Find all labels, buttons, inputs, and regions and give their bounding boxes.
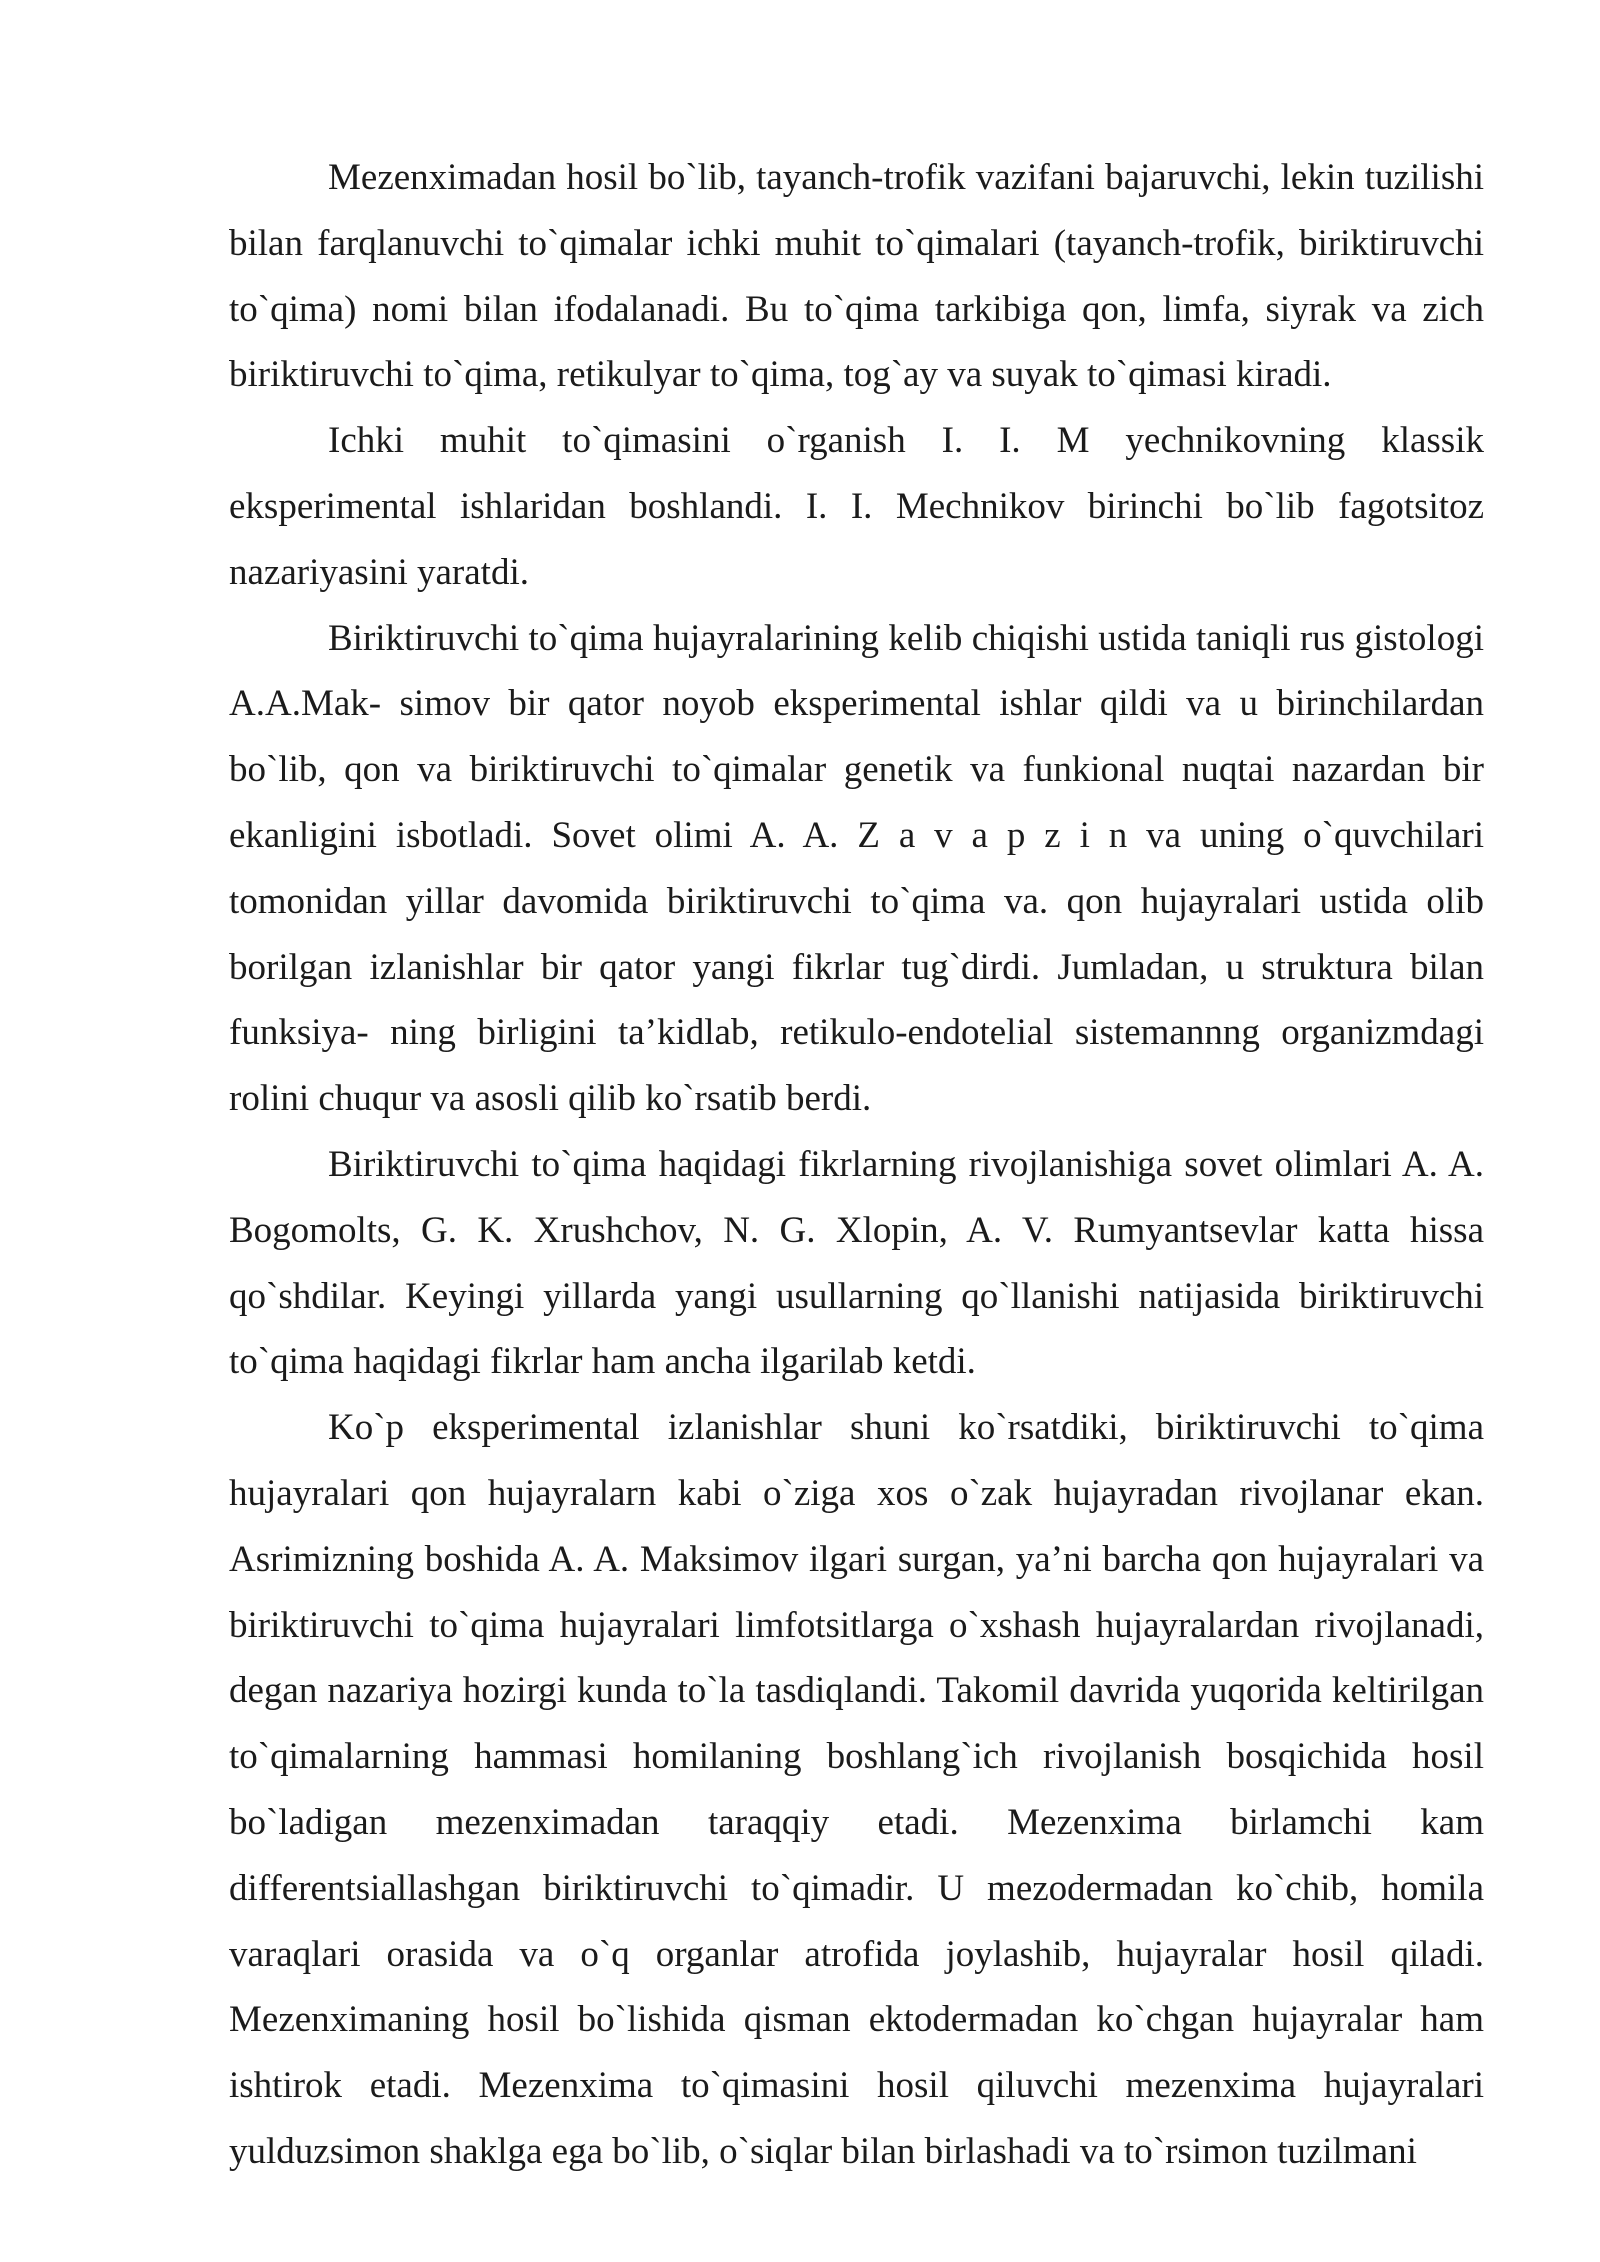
- paragraph-soviet-scientists: Biriktiruvchi to`qima haqidagi fikrlarning rivojlanishiga sovet olimlari A. A. Bogomolts, G. K. Xrushchov, N. G. Xlopin, A. V. Rumyantsevlar katta hissa qo`shdilar. Keyingi yillarda yangi usullarning qo`llanishi natijasida biriktiruvchi to`qima haqidagi fikrlar ham ancha ilgarilab ketdi.: [229, 1143, 1484, 1383]
- paragraph-mechnikov: Ichki muhit to`qimasini o`rganish I. I. M yechnikovning klassik eksperimental ishlaridan boshlandi. I. I. Mechnikov birinchi bo`lib fagotsitoz nazariyasini yaratdi.: [229, 420, 1484, 593]
- paragraph-experimental-research: Ko`p eksperimental izlanishlar shuni ko`rsatdiki, biriktiruvchi to`qima hujayralari qon hujayralarn kabi o`ziga xos o`zak hujayradan rivojlanar ekan. Asrimizning boshida A. A. Maksimov ilgari surgan, ya’ni barcha qon hujayralari va biriktiruvchi to`qima hujayralari limfotsitlarga o`xshash hujayralardan rivojlanadi, degan nazariya hozirgi kunda to`la tasdiqlandi. Takomil davrida yuqorida keltirilgan to`qimalarning hammasi homilaning boshlang`ich rivojlanish bosqichida hosil bo`ladigan mezenximadan taraqqiy etadi. Mezenxima birlamchi kam differentsiallashgan biriktiruvchi to`qimadir. U mezodermadan ko`chib, homila varaqlari orasida va o`q organlar atrofida joylashib, hujayralar hosil qiladi. Mezenximaning hosil bo`lishida qisman ektodermadan ko`chgan hujayralar ham ishtirok etadi. Mezenxima to`qimasini hosil qiluvchi mezenxima hujayralari yulduzsimon shaklga ega bo`lib, o`siqlar bilan birlashadi va to`rsimon tuzilmani: [229, 1407, 1484, 2172]
- paragraph-mesenchyme-tissues: Mezenximadan hosil bo`lib, tayanch-trofik vazifani bajaruvchi, lekin tuzilishi bilan farqlanuvchi to`qimalar ichki muhit to`qimalari (tayanch-trofik, biriktiruvchi to`qima) nomi bilan ifodalanadi. Bu to`qima tarkibiga qon, limfa, siyrak va zich biriktiruvchi to`qima, retikulyar to`qima, tog`ay va suyak to`qimasi kiradi.: [229, 157, 1484, 396]
- paragraph-maksimov-zavarzin: Biriktiruvchi to`qima hujayralarining kelib chiqishi ustida taniqli rus gistologi A.A.Mak- simov bir qator noyob eksperimental ishlar qildi va u birinchilardan bo`lib, qon va biriktiruvchi to`qimalar genetik va funkional nuqtai nazardan bir ekanligini isbotladi. Sovet olimi A. A. Z a v a p z i n va uning o`quvchilari tomonidan yillar davomida biriktiruvchi to`qima va. qon hujayralari ustida olib borilgan izlanishlar bir qator yangi fikrlar tug`dirdi. Jumladan, u struktura bilan funksiya- ning birligini ta’kidlab, retikulo-endotelial sistemannng organizmdagi rolini chuqur va asosli qilib ko`rsatib berdi.: [229, 617, 1484, 1120]
- document-body: [229, 145, 1484, 2185]
